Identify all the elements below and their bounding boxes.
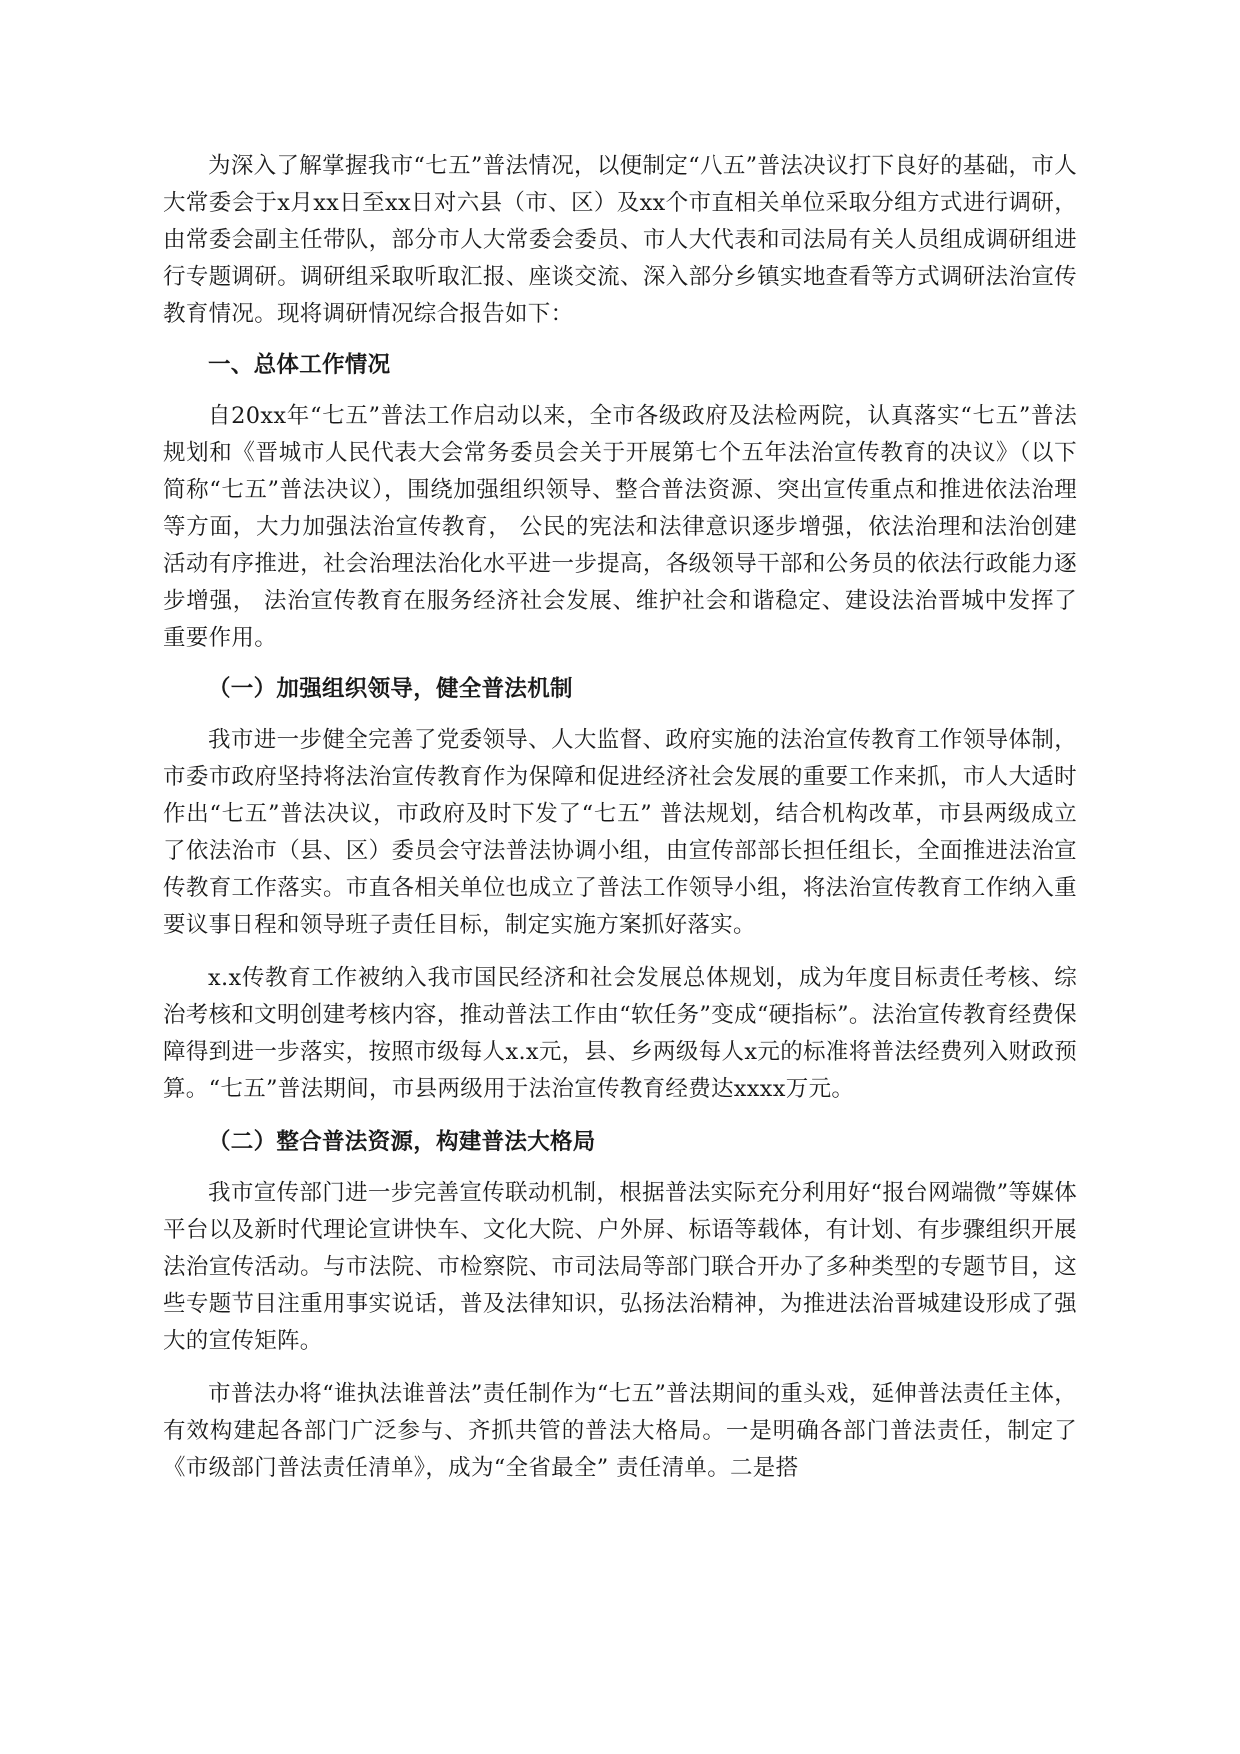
resources-paragraph-2: 市普法办将“谁执法谁普法”责任制作为“七五”普法期间的重头戏，延伸普法责任主体，有效构建起各部门广泛参与、齐抓共管的普法大格局。一是明确各部门普法责任，制定了《市级部门普法责任清单》，成为“全省最全” 责任清单。二是搭 [163,1381,1077,1481]
intro-paragraph: 为深入了解掌握我市“七五”普法情况，以便制定“八五”普法决议打下良好的基础，市人大常委会于x月xx日至xx日对六县（市、区）及xx个市直相关单位采取分组方式进行调研，由常委会副主任带队，部分市人大常委会委员、市人大代表和司法局有关人员组成调研组进行专题调研。调研组采取听取汇报、座谈交流、深入部分乡镇实地查看等方式调研法治宣传教育情况。现将调研情况综合报告如下： [163,153,1077,327]
subsection-heading-resources: （二）整合普法资源，构建普法大格局 [208,1129,596,1155]
organization-paragraph-1: 我市进一步健全完善了党委领导、人大监督、政府实施的法治宣传教育工作领导体制，市委市政府坚持将法治宣传教育作为保障和促进经济社会发展的重要工作来抓，市人大适时作出“七五”普法决议，市政府及时下发了“七五” 普法规划，结合机构改革，市县两级成立了依法治市（县、区）委员会守法普法协调小组，由宣传部部长担任组长，全面推进法治宣传教育工作落实。市直各相关单位也成立了普法工作领导小组，将法治宣传教育工作纳入重要议事日程和领导班子责任目标，制定实施方案抓好落实。 [163,727,1077,938]
overall-paragraph: 自20xx年“七五”普法工作启动以来，全市各级政府及法检两院，认真落实“七五”普法规划和《晋城市人民代表大会常务委员会关于开展第七个五年法治宣传教育的决议》（以下简称“七五”普法决议），围绕加强组织领导、整合普法资源、突出宣传重点和推进依法治理等方面，大力加强法治宣传教育， 公民的宪法和法律意识逐步增强，依法治理和法治创建活动有序推进，社会治理法治化水平进一步提高，各级领导干部和公务员的依法行政能力逐步增强， 法治宣传教育在服务经济社会发展、维护社会和谐稳定、建设法治晋城中发挥了重要作用。 [163,403,1077,651]
document-page [163,148,1077,1487]
resources-paragraph-1: 我市宣传部门进一步完善宣传联动机制，根据普法实际充分利用好“报台网端微”等媒体平台以及新时代理论宣讲快车、文化大院、户外屏、标语等载体，有计划、有步骤组织开展法治宣传活动。与市法院、市检察院、市司法局等部门联合开办了多种类型的专题节目，这些专题节目注重用事实说话，普及法律知识，弘扬法治精神，为推进法治晋城建设形成了强大的宣传矩阵。 [163,1180,1077,1354]
organization-paragraph-2: x.x传教育工作被纳入我市国民经济和社会发展总体规划，成为年度目标责任考核、综治考核和文明创建考核内容，推动普法工作由“软任务”变成“硬指标”。法治宣传教育经费保障得到进一步落实，按照市级每人x.x元，县、乡两级每人x元的标准将普法经费列入财政预算。“七五”普法期间，市县两级用于法治宣传教育经费达xxxx万元。 [163,965,1077,1102]
section-heading-overall: 一、总体工作情况 [208,352,391,378]
subsection-heading-organization: （一）加强组织领导，健全普法机制 [208,676,573,702]
